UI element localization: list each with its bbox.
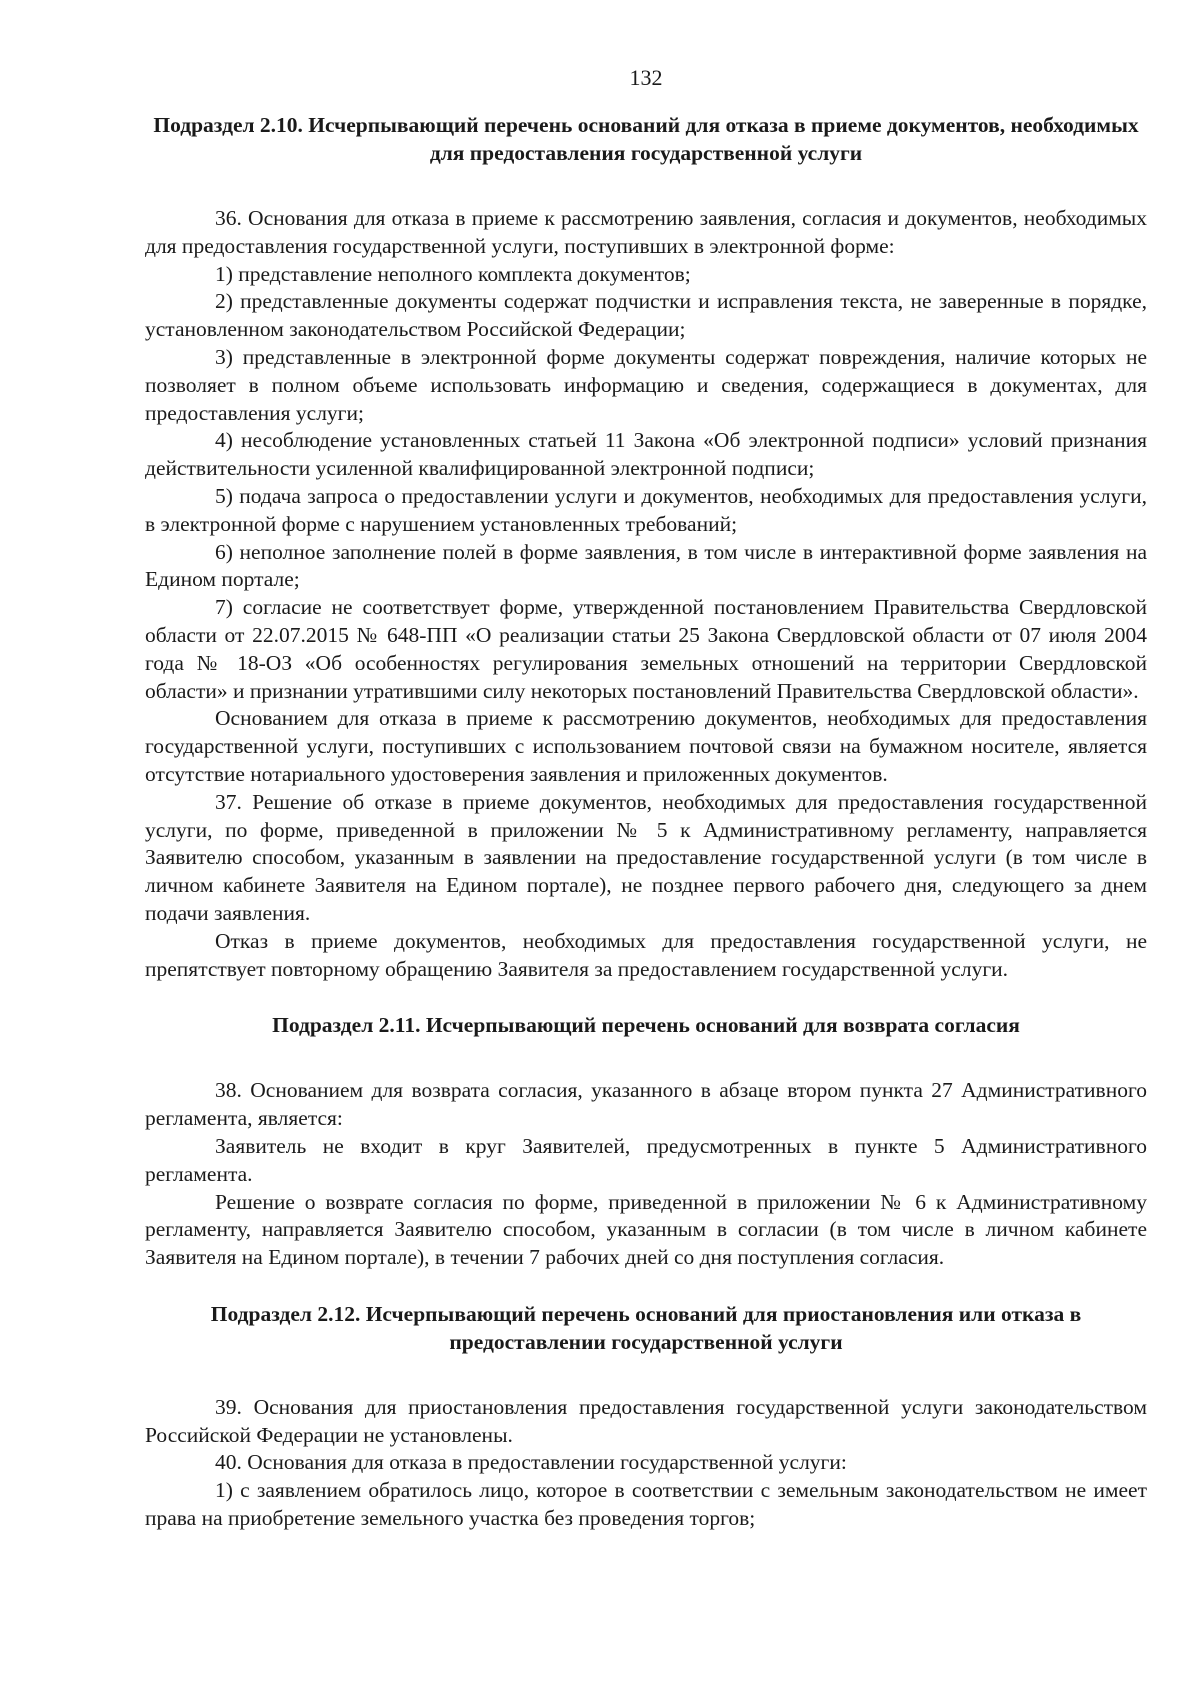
spacer [145, 1356, 1147, 1394]
paragraph: 3) представленные в электронной форме документы содержат повреждения, наличие которых не позволяет в полном объеме использовать информацию и сведения, содержащиеся в документах, для предоставления услуги; [145, 344, 1147, 425]
section-2-12 [145, 1300, 1147, 1533]
paragraph: 1) представление неполного комплекта документов; [215, 261, 691, 286]
section-2-11 [145, 1011, 1147, 1272]
page-number: 132 [629, 65, 663, 90]
paragraph: Решение о возврате согласия по форме, приведенной в приложении № 6 к Административному регламенту, направляется Заявителю способом, указанным в согласии (в том числе в личном кабинете Заявителя на Едином портале), в течении 7 рабочих дней со дня поступления согласия. [145, 1189, 1147, 1270]
spacer [145, 1272, 1147, 1300]
spacer [145, 1039, 1147, 1077]
paragraph: Заявитель не входит в круг Заявителей, предусмотренных в пункте 5 Административного регламента. [145, 1133, 1147, 1186]
paragraph: 2) представленные документы содержат подчистки и исправления текста, не заверенные в порядке, установленном законодательством Российской Федерации; [145, 289, 1147, 342]
section-2-10 [145, 111, 1147, 983]
paragraph: 39. Основания для приостановления предоставления государственной услуги законодательством Российской Федерации не установлены. [145, 1394, 1147, 1447]
section-heading: Подраздел 2.12. Исчерпывающий перечень оснований для приостановления или отказа в предоставлении государственной услуги [210, 1301, 1082, 1354]
paragraph: 5) подача запроса о предоставлении услуги и документов, необходимых для предоставления услуги, в электронной форме с нарушением установленных требований; [145, 483, 1147, 536]
paragraph: 1) с заявлением обратилось лицо, которое в соответствии с земельным законодательством не имеет права на приобретение земельного участка без проведения торгов; [145, 1478, 1147, 1531]
spacer [145, 167, 1147, 205]
paragraph: Основанием для отказа в приеме к рассмотрению документов, необходимых для предоставления государственной услуги, поступивших с использованием почтовой связи на бумажном носителе, является отсутствие нотариального удостоверения заявления и приложенных документов. [145, 706, 1147, 786]
paragraph: Отказ в приеме документов, необходимых для предоставления государственной услуги, не препятствует повторному обращению Заявителя за предоставлением государственной услуги. [145, 928, 1147, 981]
paragraph: 40. Основания для отказа в предоставлении государственной услуги: [215, 1450, 847, 1475]
paragraph: 7) согласие не соответствует форме, утвержденной постановлением Правительства Свердловской области от 22.07.2015 № 648-ПП «О реализации статьи 25 Закона Свердловской области от 07 июля 2004 года № 18-ОЗ «Об особенностях регулирования земельных отношений на территории Свердловской области» и признании утратившими силу некоторых постановлений Правительства Свердловской области». [145, 595, 1147, 703]
paragraph: 4) несоблюдение установленных статьей 11 Закона «Об электронной подписи» условий признания действительности усиленной квалифицированной электронной подписи; [145, 428, 1147, 481]
paragraph: 38. Основанием для возврата согласия, указанного в абзаце втором пункта 27 Административного регламента, является: [145, 1078, 1147, 1131]
paragraph: 36. Основания для отказа в приеме к рассмотрению заявления, согласия и документов, необходимых для предоставления государственной услуги, поступивших в электронной форме: [145, 206, 1147, 258]
paragraph: 37. Решение об отказе в приеме документов, необходимых для предоставления государственной услуги, по форме, приведенной в приложении № 5 к Административному регламенту, направляется Заявителю способом, указанным в заявлении на предоставление государственной услуги (в том числе в личном кабинете Заявителя на Едином портале), не позднее первого рабочего дня, следующего за днем подачи заявления. [145, 789, 1147, 925]
section-heading: Подраздел 2.10. Исчерпывающий перечень оснований для отказа в приеме документов, необходимых для предоставления государственной услуги [153, 113, 1139, 165]
spacer [145, 983, 1147, 1011]
section-heading: Подраздел 2.11. Исчерпывающий перечень оснований для возврата согласия [272, 1013, 1020, 1038]
paragraph: 6) неполное заполнение полей в форме заявления, в том числе в интерактивной форме заявления на Едином портале; [145, 539, 1147, 592]
